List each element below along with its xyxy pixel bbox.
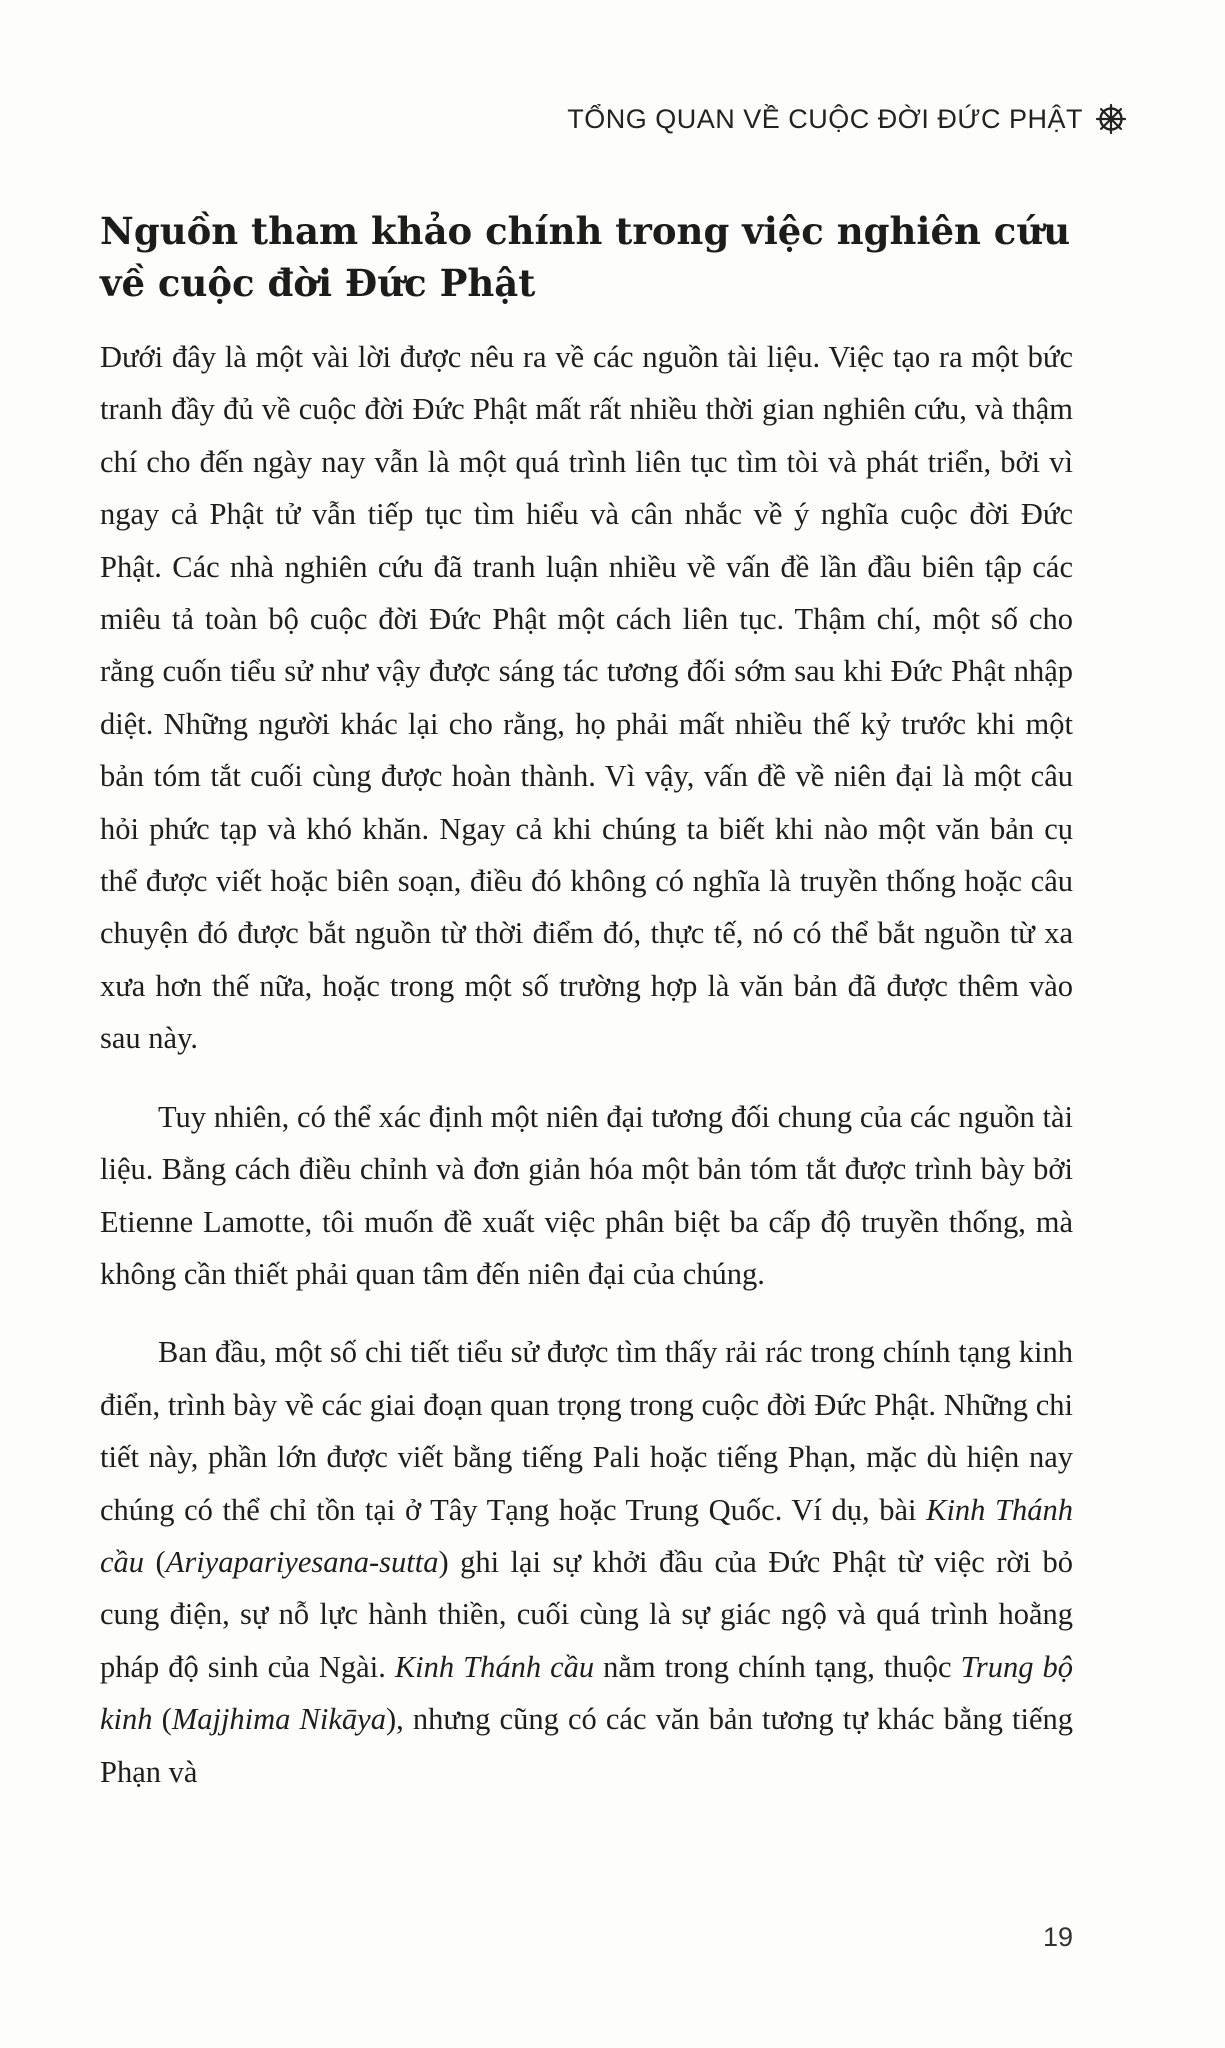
paragraph-3: [100, 1326, 1073, 1798]
work-title-italic: Kinh Thánh cầu: [100, 1492, 1074, 1579]
paragraph-3-text: ) ghi lại sự khởi đầu của Đức Phật từ việc rời bỏ cung điện, sự nỗ lực hành thiền, cuối cùng là sự giác ngộ và quá trình hoằng pháp độ sinh của Ngài.: [100, 1544, 1073, 1684]
running-header: [567, 103, 1127, 135]
work-title-italic: Kinh Thánh cầu: [394, 1649, 595, 1684]
paragraph-3-text: ), nhưng cũng có các văn bản tương tự khác bằng tiếng Phạn và: [100, 1702, 1073, 1789]
page-content: [100, 205, 1073, 1798]
paragraph-3-text: (: [144, 1544, 166, 1579]
work-title-italic: Ariyapariyesana-sutta: [165, 1544, 439, 1579]
dharma-wheel-icon: [1095, 103, 1127, 135]
paragraph-1: Dưới đây là một vài lời được nêu ra về các nguồn tài liệu. Việc tạo ra một bức tranh đầy đủ về cuộc đời Đức Phật mất rất nhiều thời gian nghiên cứu, và thậm chí cho đến ngày nay vẫn là một quá trình liên tục tìm tòi và phát triển, bởi vì ngay cả Phật tử vẫn tiếp tục tìm hiểu và cân nhắc về ý nghĩa cuộc đời Đức Phật. Các nhà nghiên cứu đã tranh luận nhiều về vấn đề lần đầu biên tập các miêu tả toàn bộ cuộc đời Đức Phật một cách liên tục. Thậm chí, một số cho rằng cuốn tiểu sử như vậy được sáng tác tương đối sớm sau khi Đức Phật nhập diệt. Những người khác lại cho rằng, họ phải mất nhiều thế kỷ trước khi một bản tóm tắt cuối cùng được hoàn thành. Vì vậy, vấn đề về niên đại là một câu hỏi phức tạp và khó khăn. Ngay cả khi chúng ta biết khi nào một văn bản cụ thể được viết hoặc biên soạn, điều đó không có nghĩa là truyền thống hoặc câu chuyện đó được bắt nguồn từ thời điểm đó, thực tế, nó có thể bắt nguồn từ xa xưa hơn thế nữa, hoặc trong một số trường hợp là văn bản đã được thêm vào sau này.: [100, 340, 1073, 1056]
paragraph-3-text: Ban đầu, một số chi tiết tiểu sử được tìm thấy rải rác trong chính tạng kinh điển, trình bày về các giai đoạn quan trọng trong cuộc đời Đức Phật. Những chi tiết này, phần lớn được viết bằng tiếng Pali hoặc tiếng Phạn, mặc dù hiện nay chúng có thể chỉ tồn tại ở Tây Tạng hoặc Trung Quốc. Ví dụ, bài: [100, 1335, 1073, 1527]
section-title: Nguồn tham khảo chính trong việc nghiên cứu về cuộc đời Đức Phật: [100, 209, 1071, 305]
running-title: TỔNG QUAN VỀ CUỘC ĐỜI ĐỨC PHẬT: [567, 103, 1083, 134]
work-title-italic: Trung bộ kinh: [100, 1649, 1073, 1737]
work-title-italic: Majjhima Nikāya: [171, 1702, 386, 1737]
paragraph-2: Tuy nhiên, có thể xác định một niên đại tương đối chung của các nguồn tài liệu. Bằng cách điều chỉnh và đơn giản hóa một bản tóm tắt được trình bày bởi Etienne Lamotte, tôi muốn đề xuất việc phân biệt ba cấp độ truyền thống, mà không cần thiết phải quan tâm đến niên đại của chúng.: [100, 1099, 1073, 1291]
paragraph-3-text: nằm trong chính tạng, thuộc: [594, 1649, 961, 1684]
page-number: 19: [1042, 1922, 1073, 1952]
paragraph-3-text: (: [152, 1702, 172, 1737]
